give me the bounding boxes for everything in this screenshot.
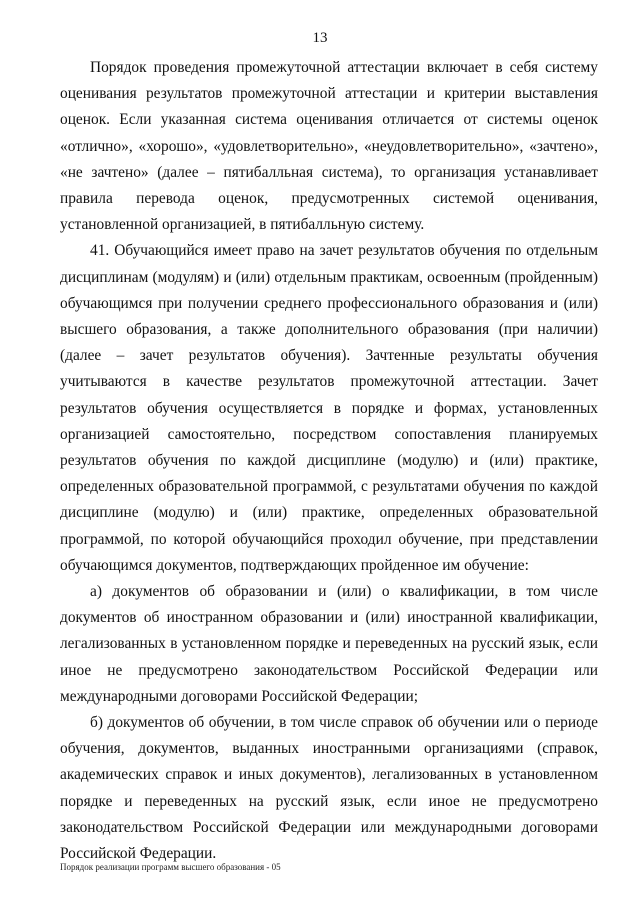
page-number: 13 <box>312 30 328 46</box>
paragraph-attestation-order: Порядок проведения промежуточной аттестации включает в себя систему оценивания результатов промежуточной аттестации и критерии выставления оценок. Если указанная система оценивания отличается от системы оценок «отлично», «хорошо», «удовлетворительно», «неудовлетворительно», «зачтено», «не зачтено» (далее – пятибалльная система), то организация устанавливает правила перевода оценок, предусмотренных системой оценивания, установленной организацией, в пятибалльную систему. <box>60 59 598 234</box>
paragraph-41-credit-transfer: 41. Обучающийся имеет право на зачет результатов обучения по отдельным дисциплинам (модулям) и (или) отдельным практикам, освоенным (пройденным) обучающимся при получении среднего профессионального образования и (или) высшего образования, а также дополнительного образования (при наличии) (далее – зачет результатов обучения). Зачтенные результаты обучения учитываются в качестве результатов промежуточной аттестации. Зачет результатов обучения осуществляется в порядке и формах, установленных организацией самостоятельно, посредством сопоставления планируемых результатов обучения по каждой дисциплине (модулю) и (или) практике, определенных образовательной программой, с результатами обучения по каждой дисциплине (модулю) и (или) практике, определенных образовательной программой, по которой обучающийся проходил обучение, при представлении обучающимся документов, подтверждающих пройденное им обучение: <box>60 242 598 574</box>
list-item-a-education-documents: а) документов об образовании и (или) о квалификации, в том числе документов об иностранном образовании и (или) иностранной квалификации, легализованных в установленном порядке и переведенных на русский язык, если иное не предусмотрено законодательством Российской Федерации или международными договорами Российской Федерации; <box>60 583 598 705</box>
document-body <box>60 55 598 867</box>
list-item-b-training-documents: б) документов об обучении, в том числе справок об обучении или о периоде обучения, документов, выданных иностранными организациями (справок, академических справок и иных документов), легализованных в установленном порядке и переведенных на русский язык, если иное не предусмотрено законодательством Российской Федерации или международными договорами Российской Федерации. <box>60 714 598 863</box>
page-footer: Порядок реализации программ высшего образования - 05 <box>60 862 281 872</box>
